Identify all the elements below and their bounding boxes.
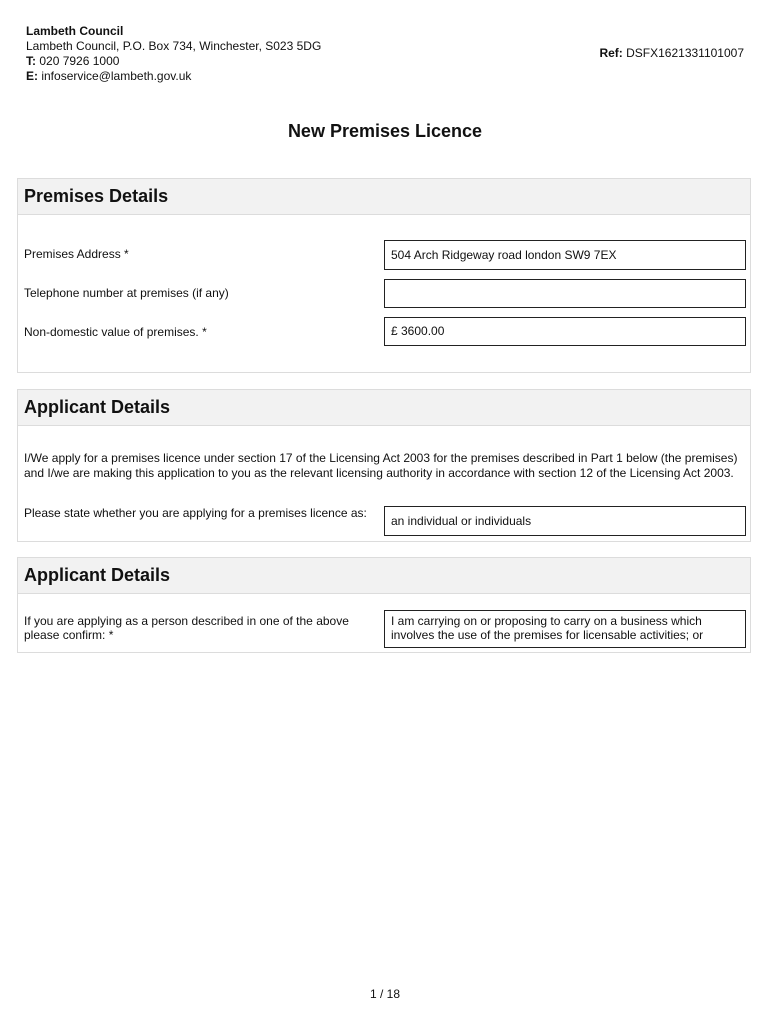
applicant-confirm-label: If you are applying as a person described in one of the above please confirm: * [24,614,349,642]
non-domestic-value-field[interactable]: £ 3600.00 [384,317,746,346]
phone-value: 020 7926 1000 [39,54,120,68]
phone-label: T: [26,54,36,68]
application-statement: I/We apply for a premises licence under section 17 of the Licensing Act 2003 for the premises described in Part 1 below (the premises) and I/we are making this application to you as the relevant licensing authority in accordance with section 12 of the Licensing Act 2003. [24,451,738,480]
non-domestic-value-label: Non-domestic value of premises. * [24,325,207,339]
premises-address-field[interactable]: 504 Arch Ridgeway road london SW9 7EX [384,240,746,270]
premises-details-section [17,178,751,373]
email-label: E: [26,69,38,83]
email-value: infoservice@lambeth.gov.uk [41,69,192,83]
section-heading: Applicant Details [18,390,750,426]
applicant-details-section [17,389,751,542]
org-address: Lambeth Council, P.O. Box 734, Winchester, S023 5DG [26,39,322,53]
ref-value: DSFX1621331101007 [626,46,744,60]
telephone-field[interactable] [384,279,746,308]
premises-address-label: Premises Address * [24,247,129,261]
applicant-confirm-field[interactable]: I am carrying on or proposing to carry on a business which involves the use of the premises for licensable activities; or [384,610,746,648]
section-heading: Applicant Details [18,558,750,594]
page-number: 1 / 18 [369,987,401,1001]
ref-label: Ref: [599,46,623,60]
applicant-confirmation-section [17,557,751,653]
org-name: Lambeth Council [26,24,124,38]
org-phone [26,54,321,69]
section-heading: Premises Details [18,179,750,215]
applicant-type-field[interactable]: an individual or individuals [384,506,746,536]
telephone-label: Telephone number at premises (if any) [24,286,229,300]
reference [599,46,744,60]
council-header [26,24,321,84]
page-title: New Premises Licence [287,121,483,141]
org-email [26,69,321,84]
applicant-type-label: Please state whether you are applying for a premises licence as: [24,506,367,520]
